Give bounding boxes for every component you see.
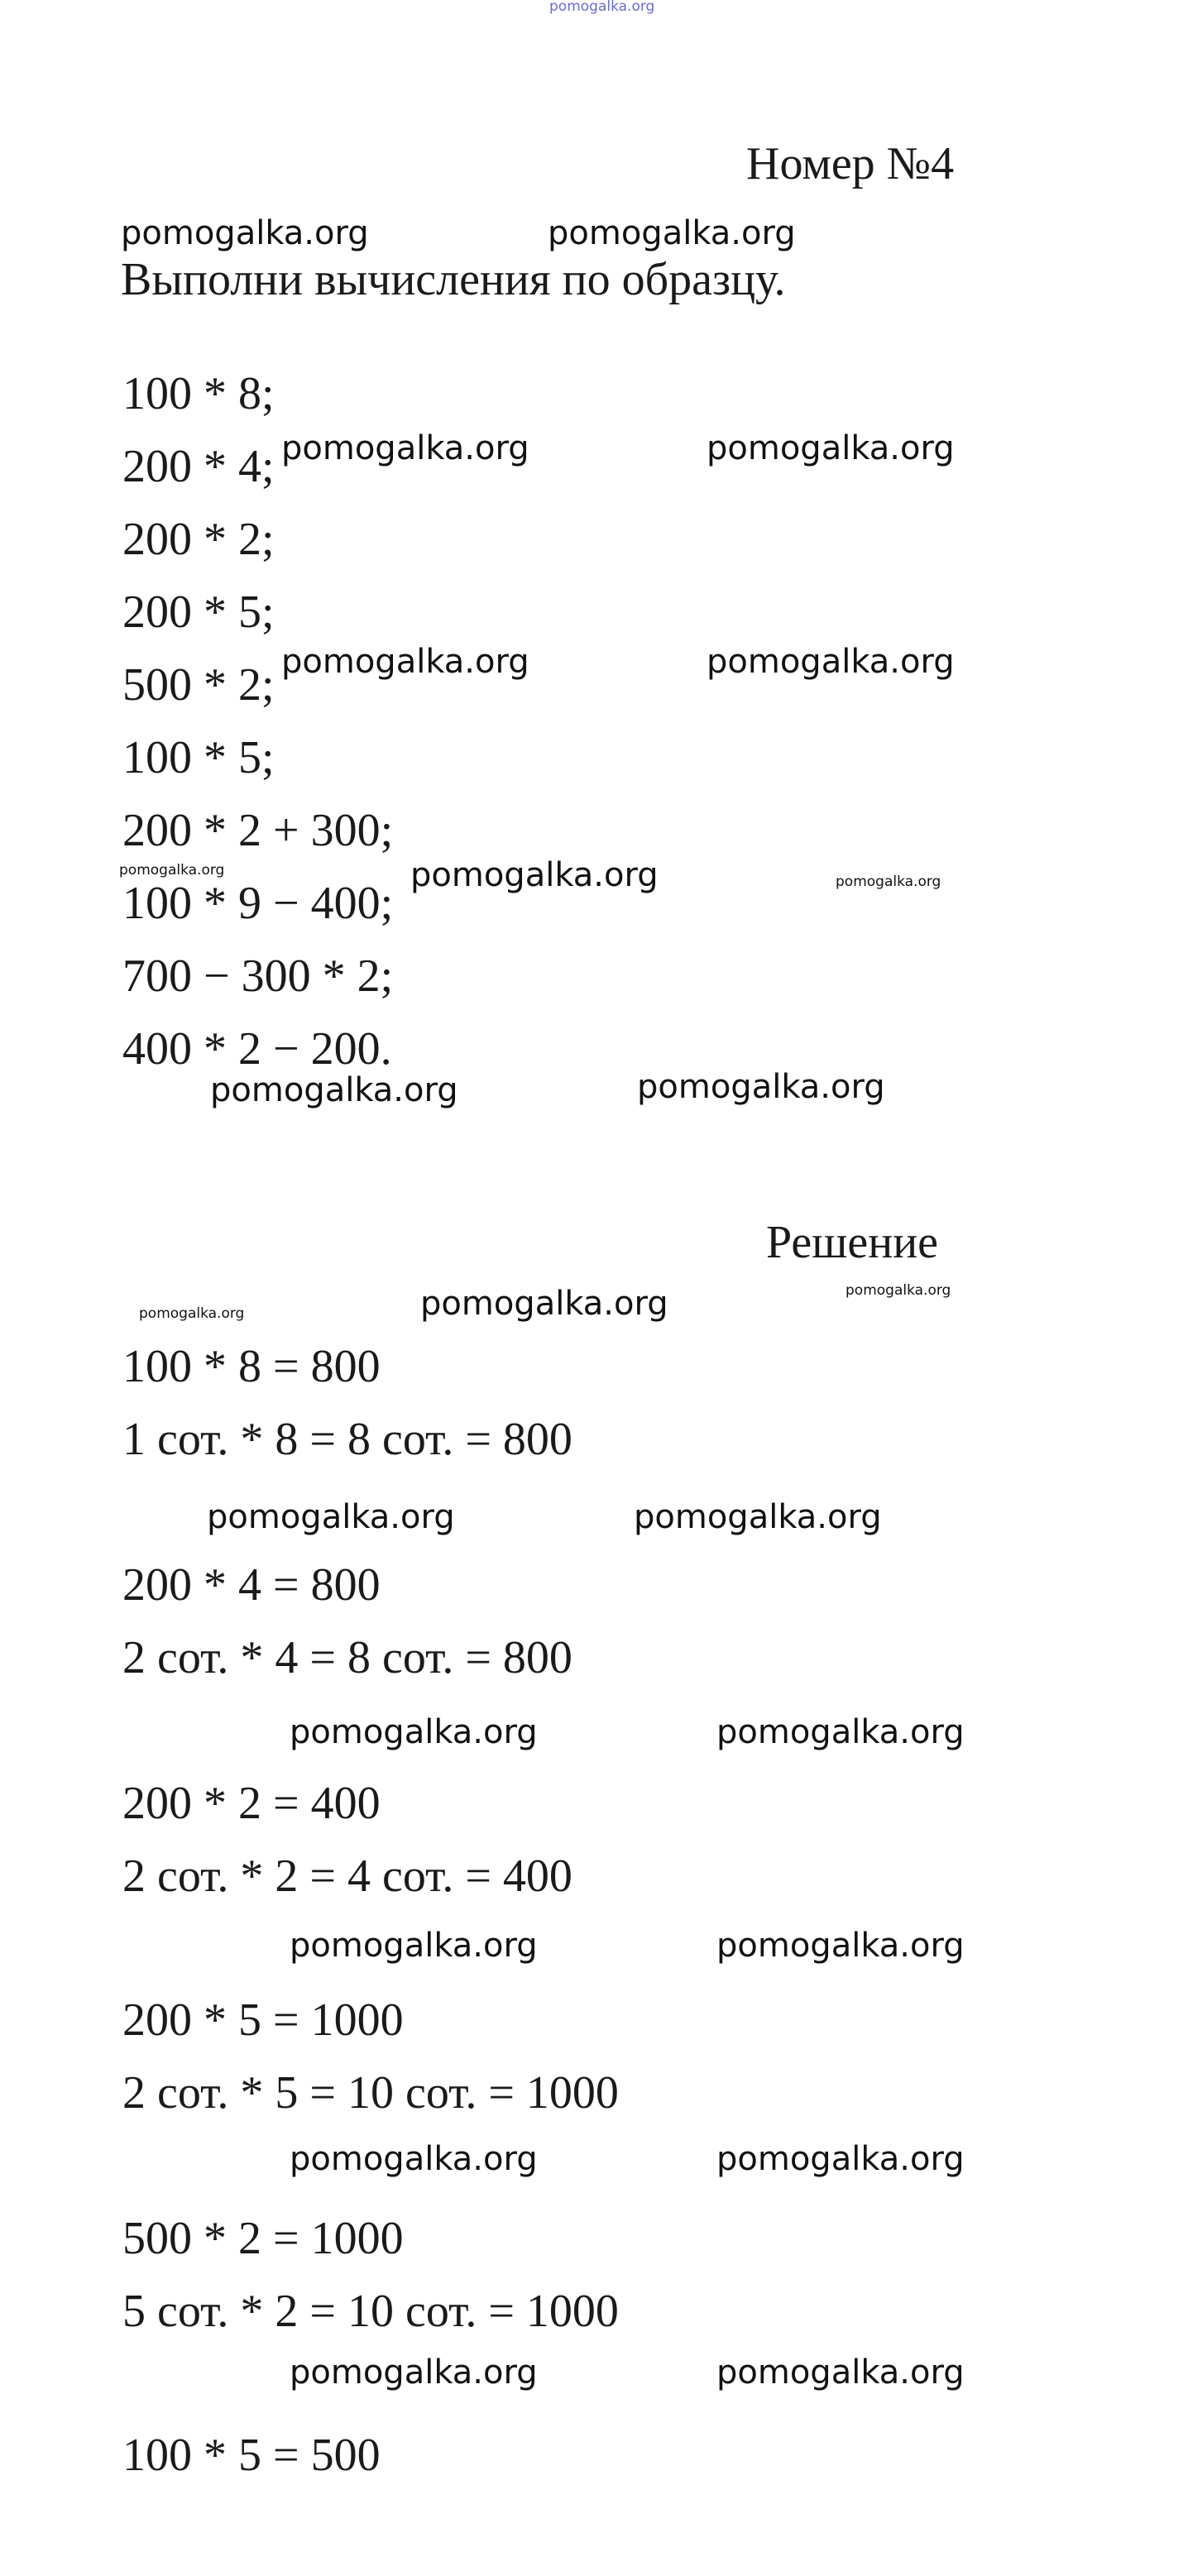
watermark: pomogalka.org	[716, 2353, 965, 2392]
watermark: pomogalka.org	[548, 214, 796, 252]
expression-6: 100 * 5;	[122, 732, 275, 783]
watermark: pomogalka.org	[290, 2140, 538, 2178]
header-watermark: pomogalka.org	[549, 0, 655, 15]
watermark: pomogalka.org	[836, 874, 941, 890]
watermark: pomogalka.org	[290, 2353, 538, 2392]
watermark: pomogalka.org	[207, 1498, 455, 1536]
task-title: Номер №4	[746, 138, 955, 189]
watermark: pomogalka.org	[139, 1305, 245, 1322]
watermark: pomogalka.org	[410, 856, 659, 894]
solution-line-1: 100 * 8 = 800	[122, 1341, 381, 1392]
watermark: pomogalka.org	[420, 1285, 668, 1323]
expression-4: 200 * 5;	[122, 587, 275, 638]
watermark: pomogalka.org	[210, 1071, 458, 1109]
watermark: pomogalka.org	[716, 1927, 965, 1965]
solution-line-7: 200 * 5 = 1000	[122, 1994, 404, 2046]
watermark: pomogalka.org	[281, 429, 529, 467]
expression-9: 700 − 300 * 2;	[122, 950, 394, 1002]
expression-7: 200 * 2 + 300;	[122, 805, 394, 856]
watermark: pomogalka.org	[119, 862, 225, 879]
solution-line-11: 100 * 5 = 500	[122, 2430, 381, 2481]
watermark: pomogalka.org	[290, 1927, 538, 1965]
watermark: pomogalka.org	[716, 1713, 965, 1751]
watermark: pomogalka.org	[716, 2140, 965, 2178]
expression-1: 100 * 8;	[122, 368, 275, 419]
task-instruction: Выполни вычисления по образцу.	[121, 254, 786, 305]
solution-heading: Решение	[766, 1217, 939, 1268]
expression-2: 200 * 4;	[122, 441, 275, 492]
watermark: pomogalka.org	[707, 643, 955, 681]
solution-line-6: 2 сот. * 2 = 4 сот. = 400	[122, 1851, 572, 1902]
expression-5: 500 * 2;	[122, 659, 275, 711]
solution-line-4: 2 сот. * 4 = 8 сот. = 800	[122, 1632, 572, 1683]
solution-line-5: 200 * 2 = 400	[122, 1778, 381, 1829]
solution-line-2: 1 сот. * 8 = 8 сот. = 800	[122, 1414, 572, 1465]
watermark: pomogalka.org	[634, 1498, 882, 1536]
watermark: pomogalka.org	[121, 214, 369, 252]
solution-line-8: 2 сот. * 5 = 10 сот. = 1000	[122, 2067, 619, 2119]
expression-8: 100 * 9 − 400;	[122, 878, 394, 929]
solution-line-9: 500 * 2 = 1000	[122, 2213, 404, 2264]
watermark: pomogalka.org	[281, 643, 529, 681]
expression-10: 400 * 2 − 200.	[122, 1023, 392, 1075]
solution-line-3: 200 * 4 = 800	[122, 1559, 381, 1611]
watermark: pomogalka.org	[845, 1282, 951, 1299]
solution-line-10: 5 сот. * 2 = 10 сот. = 1000	[122, 2286, 619, 2337]
expression-3: 200 * 2;	[122, 514, 275, 565]
watermark: pomogalka.org	[290, 1713, 538, 1751]
watermark: pomogalka.org	[637, 1068, 885, 1106]
watermark: pomogalka.org	[707, 429, 955, 467]
